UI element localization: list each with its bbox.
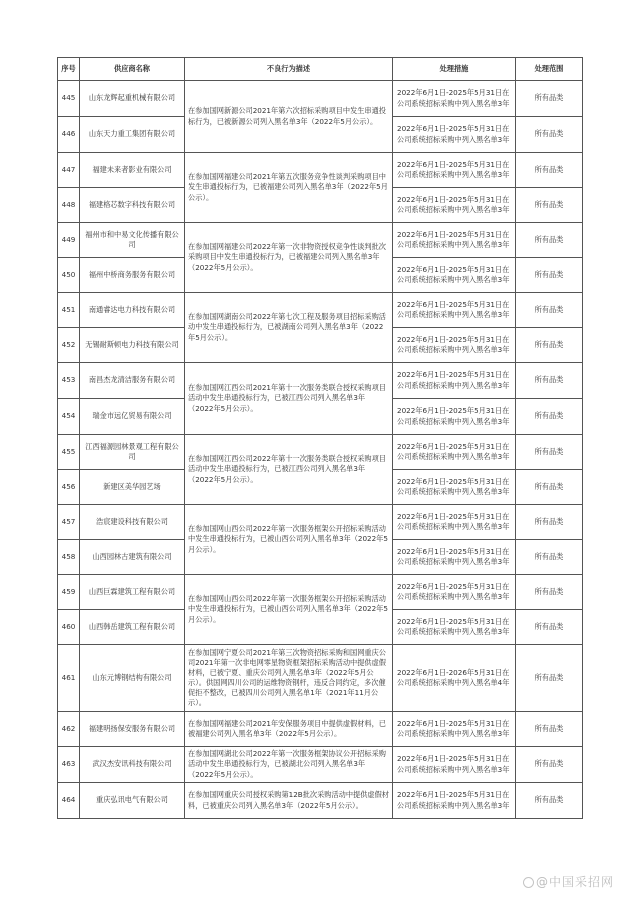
table-row <box>58 645 583 712</box>
row-scope: 所有品类 <box>516 747 583 783</box>
row-seq: 458 <box>58 540 80 575</box>
row-desc: 在参加国网新源公司2021年第六次招标采购项目中发生串通投标行为，已被新源公司列入黑名单3年（2022年5月公示）。 <box>185 81 393 153</box>
row-measure: 2022年6月1日-2025年5月31日在公司系统招标采购中列入黑名单3年 <box>393 470 516 505</box>
row-measure: 2022年6月1日-2025年5月31日在公司系统招标采购中列入黑名单3年 <box>393 328 516 363</box>
row-supplier: 山东天力重工集团有限公司 <box>80 117 185 153</box>
row-measure: 2022年6月1日-2025年5月31日在公司系统招标采购中列入黑名单3年 <box>393 363 516 399</box>
row-supplier: 福建格芯数字科技有限公司 <box>80 188 185 223</box>
row-seq: 461 <box>58 645 80 712</box>
row-supplier: 新建区美华园艺场 <box>80 470 185 505</box>
row-scope: 所有品类 <box>516 328 583 363</box>
row-measure: 2022年6月1日-2025年5月31日在公司系统招标采购中列入黑名单3年 <box>393 712 516 747</box>
row-measure: 2022年6月1日-2025年5月31日在公司系统招标采购中列入黑名单3年 <box>393 399 516 435</box>
row-desc: 在参加国网福建公司2021年安保服务项目中提供虚假材料，已被福建公司列入黑名单3年（2022年5月公示）。 <box>185 712 393 747</box>
blacklist-table <box>57 57 583 819</box>
row-scope: 所有品类 <box>516 645 583 712</box>
row-supplier: 瑞金市远亿贸易有限公司 <box>80 399 185 435</box>
row-scope: 所有品类 <box>516 223 583 258</box>
row-supplier: 山西韩岳建筑工程有限公司 <box>80 610 185 645</box>
row-supplier: 山西园林古建筑有限公司 <box>80 540 185 575</box>
row-supplier: 福建未来者影业有限公司 <box>80 153 185 188</box>
table-row <box>58 223 583 258</box>
header-seq: 序号 <box>58 58 80 81</box>
row-supplier: 南通睿达电力科技有限公司 <box>80 293 185 328</box>
row-desc: 在参加国网湖南公司2022年第七次工程及服务项目招标采购活动中发生串通投标行为，已被湖南公司列入黑名单3年（2022年5月公示）。 <box>185 293 393 363</box>
table-row <box>58 293 583 328</box>
row-measure: 2022年6月1日-2025年5月31日在公司系统招标采购中列入黑名单3年 <box>393 575 516 610</box>
header-measure: 处理措施 <box>393 58 516 81</box>
row-supplier: 武汉杰安讯科技有限公司 <box>80 747 185 783</box>
table-row <box>58 575 583 610</box>
row-scope: 所有品类 <box>516 81 583 117</box>
row-seq: 450 <box>58 258 80 293</box>
row-measure: 2022年6月1日-2026年5月31日在公司系统招标采购中列入黑名单4年 <box>393 645 516 712</box>
table-row <box>58 783 583 819</box>
row-seq: 448 <box>58 188 80 223</box>
row-supplier: 福州市和中易文化传播有限公司 <box>80 223 185 258</box>
row-scope: 所有品类 <box>516 610 583 645</box>
row-seq: 459 <box>58 575 80 610</box>
row-seq: 457 <box>58 505 80 540</box>
row-supplier: 江西福源园林景观工程有限公司 <box>80 435 185 470</box>
row-seq: 453 <box>58 363 80 399</box>
table-row <box>58 363 583 399</box>
table-row <box>58 747 583 783</box>
row-seq: 463 <box>58 747 80 783</box>
row-desc: 在参加国网山西公司2022年第一次服务框架公开招标采购活动中发生串通投标行为，已被山西公司列入黑名单3年（2022年5月公示）。 <box>185 505 393 575</box>
row-scope: 所有品类 <box>516 399 583 435</box>
row-supplier: 浩宸建设科技有限公司 <box>80 505 185 540</box>
row-measure: 2022年6月1日-2025年5月31日在公司系统招标采购中列入黑名单3年 <box>393 153 516 188</box>
weibo-icon <box>523 877 534 888</box>
row-scope: 所有品类 <box>516 575 583 610</box>
row-scope: 所有品类 <box>516 435 583 470</box>
row-seq: 445 <box>58 81 80 117</box>
row-desc: 在参加国网宁夏公司2021年第三次物资招标采购和国网重庆公司2021年第一次非电网零星物资框架招标采购活动中提供虚假材料，已被宁夏、重庆公司列入黑名单3年（2022年5月公示）。供国网四川公司的运维物资钢杆，违反合同约定，多次催促拒不整改，已被四川公司列入黑名单1年（2021年11月公示）。 <box>185 645 393 712</box>
header-desc: 不良行为描述 <box>185 58 393 81</box>
row-seq: 452 <box>58 328 80 363</box>
row-supplier: 山东龙辉起重机械有限公司 <box>80 81 185 117</box>
row-measure: 2022年6月1日-2025年5月31日在公司系统招标采购中列入黑名单3年 <box>393 293 516 328</box>
row-scope: 所有品类 <box>516 783 583 819</box>
row-scope: 所有品类 <box>516 153 583 188</box>
row-scope: 所有品类 <box>516 470 583 505</box>
row-scope: 所有品类 <box>516 540 583 575</box>
row-measure: 2022年6月1日-2025年5月31日在公司系统招标采购中列入黑名单3年 <box>393 223 516 258</box>
header-scope: 处理范围 <box>516 58 583 81</box>
row-seq: 460 <box>58 610 80 645</box>
row-supplier: 福建明扬保安服务有限公司 <box>80 712 185 747</box>
row-measure: 2022年6月1日-2025年5月31日在公司系统招标采购中列入黑名单3年 <box>393 610 516 645</box>
row-desc: 在参加国网福建公司2022年第一次非物资授权竞争性谈判批次采购项目中发生串通投标行为，已被福建公司列入黑名单3年（2022年5月公示）。 <box>185 223 393 293</box>
row-desc: 在参加国网江西公司2021年第十一次服务类联合授权采购项目活动中发生串通投标行为，已被江西公司列入黑名单3年（2022年5月公示）。 <box>185 363 393 435</box>
row-seq: 454 <box>58 399 80 435</box>
table-row <box>58 153 583 188</box>
table-row <box>58 81 583 117</box>
row-measure: 2022年6月1日-2025年5月31日在公司系统招标采购中列入黑名单3年 <box>393 540 516 575</box>
row-scope: 所有品类 <box>516 117 583 153</box>
row-supplier: 福州中桥商务服务有限公司 <box>80 258 185 293</box>
row-desc: 在参加国网湖北公司2022年第一次服务框架协议公开招标采购活动中发生串通投标行为，已被湖北公司列入黑名单3年（2022年5月公示）。 <box>185 747 393 783</box>
row-seq: 464 <box>58 783 80 819</box>
row-supplier: 重庆弘讯电气有限公司 <box>80 783 185 819</box>
row-seq: 449 <box>58 223 80 258</box>
row-seq: 446 <box>58 117 80 153</box>
row-measure: 2022年6月1日-2025年5月31日在公司系统招标采购中列入黑名单3年 <box>393 747 516 783</box>
row-seq: 456 <box>58 470 80 505</box>
row-scope: 所有品类 <box>516 363 583 399</box>
row-measure: 2022年6月1日-2025年5月31日在公司系统招标采购中列入黑名单3年 <box>393 258 516 293</box>
row-seq: 462 <box>58 712 80 747</box>
row-scope: 所有品类 <box>516 505 583 540</box>
row-seq: 447 <box>58 153 80 188</box>
row-measure: 2022年6月1日-2025年5月31日在公司系统招标采购中列入黑名单3年 <box>393 188 516 223</box>
row-measure: 2022年6月1日-2025年5月31日在公司系统招标采购中列入黑名单3年 <box>393 505 516 540</box>
row-scope: 所有品类 <box>516 293 583 328</box>
row-scope: 所有品类 <box>516 188 583 223</box>
row-desc: 在参加国网重庆公司授权采购第12B批次采购活动中提供虚假材料，已被重庆公司列入黑名单3年（2022年5月公示）。 <box>185 783 393 819</box>
row-desc: 在参加国网山西公司2022年第一次服务框架公开招标采购活动中发生串通投标行为，已被山西公司列入黑名单3年（2022年5月公示）。 <box>185 575 393 645</box>
table-row <box>58 712 583 747</box>
header-supplier: 供应商名称 <box>80 58 185 81</box>
row-seq: 455 <box>58 435 80 470</box>
table-row <box>58 435 583 470</box>
row-measure: 2022年6月1日-2025年5月31日在公司系统招标采购中列入黑名单3年 <box>393 783 516 819</box>
row-supplier: 无锡耐斯顿电力科技有限公司 <box>80 328 185 363</box>
row-scope: 所有品类 <box>516 712 583 747</box>
row-measure: 2022年6月1日-2025年5月31日在公司系统招标采购中列入黑名单3年 <box>393 81 516 117</box>
row-supplier: 南昌杰龙清洁服务有限公司 <box>80 363 185 399</box>
row-scope: 所有品类 <box>516 258 583 293</box>
row-seq: 451 <box>58 293 80 328</box>
row-measure: 2022年6月1日-2025年5月31日在公司系统招标采购中列入黑名单3年 <box>393 117 516 153</box>
row-supplier: 山东元博钢结构有限公司 <box>80 645 185 712</box>
table-header-row <box>58 58 583 81</box>
watermark <box>523 873 614 890</box>
row-desc: 在参加国网福建公司2021年第五次服务竞争性谈判采购项目中发生串通投标行为，已被福建公司列入黑名单3年（2022年5月公示）。 <box>185 153 393 223</box>
row-supplier: 山西巨霖建筑工程有限公司 <box>80 575 185 610</box>
row-measure: 2022年6月1日-2025年5月31日在公司系统招标采购中列入黑名单3年 <box>393 435 516 470</box>
table-row <box>58 505 583 540</box>
watermark-text: @中国采招网 <box>536 875 615 889</box>
row-desc: 在参加国网江西公司2022年第十一次服务类联合授权采购项目活动中发生串通投标行为，已被江西公司列入黑名单3年（2022年5月公示）。 <box>185 435 393 505</box>
